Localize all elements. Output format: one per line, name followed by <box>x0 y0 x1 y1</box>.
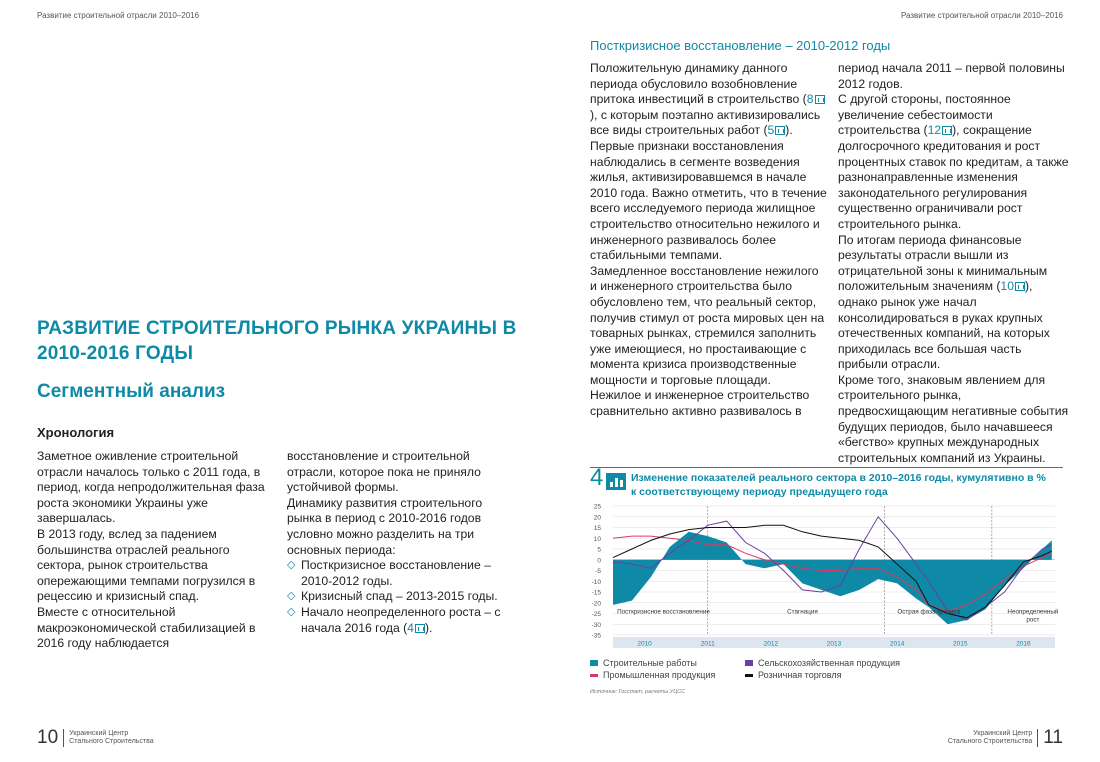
x-tick-label: 2013 <box>826 640 842 648</box>
legend-swatch <box>745 674 753 677</box>
paragraph: Нежилое и инженерное строительство сравнительно активно развивалось в <box>590 388 810 419</box>
figure-ref-link[interactable]: 5 <box>768 123 786 137</box>
diamond-bullet-icon: ◇ <box>287 590 296 603</box>
y-tick-label: 5 <box>597 546 601 554</box>
period-label: Неопределенный <box>1007 608 1059 616</box>
period-label: Стагнация <box>787 608 818 616</box>
chart-ref-icon <box>415 624 425 633</box>
y-tick-label: -15 <box>591 589 601 597</box>
right-text-column-2 <box>838 61 1070 466</box>
figure-ref-link[interactable]: 4 <box>407 621 425 635</box>
chart-ref-icon <box>942 126 952 135</box>
running-header-right: Развитие строительной отрасли 2010–2016 <box>900 11 1063 20</box>
legend-swatch <box>590 674 598 677</box>
figure-number: 4 <box>590 464 604 491</box>
x-tick-label: 2011 <box>700 640 715 648</box>
footer-divider <box>63 729 64 747</box>
paragraph: Замедленное восстановление нежилого и инженерного строительства было обусловлено тем, что реальный сектор, получив стимул от роста мировых цен на товарных рынках, стремился заполнить уже имеющиеся, но простаивающие с момента кризиса производственные мощности и торговые площади. <box>590 263 825 387</box>
footer-divider <box>1037 729 1038 747</box>
figure-ref-link[interactable]: 8 <box>807 92 825 106</box>
paragraph: период начала 2011 – первой половины 2012 годов. <box>838 61 1065 91</box>
figure-ref-link[interactable]: 12 <box>928 123 953 137</box>
x-tick-label: 2010 <box>637 640 652 648</box>
figure-source: Источник: Госстат, расчеты УЦСС <box>590 689 686 695</box>
legend-label: Розничная торговля <box>758 670 842 680</box>
sector-change-chart <box>575 500 1065 655</box>
paragraph: Кроме того, знаковым явлением для строительного рынка, предвосхищающим негативные события будущих периодов, было начавшееся «бегство» крупных международных строительных компаний из Украины. <box>838 372 1069 465</box>
list-item: ◇ Кризисный спад – 2013-2015 годы. <box>287 589 498 604</box>
figure-ref-link[interactable]: 10 <box>1000 279 1025 293</box>
footer-left <box>37 727 154 749</box>
paragraph: восстановление и строительной отрасли, которое пока не приняло устойчивой формы. <box>287 449 481 495</box>
section-subtitle: Сегментный анализ <box>37 381 226 402</box>
periods-list <box>287 558 519 636</box>
legend-item <box>590 670 715 680</box>
y-tick-label: -5 <box>595 568 601 575</box>
x-tick-label: 2014 <box>889 640 905 648</box>
paragraph: Динамику развития строительного рынка в период с 2010-2016 годов условно можно разделить на три основных периода: <box>287 495 483 557</box>
chart-ref-icon <box>775 126 785 135</box>
legend-swatch <box>590 660 598 666</box>
paragraph: Заметное оживление строительной отрасли началось только с 2011 года, в период, когда непродолжительная фаза роста экономики Украины уже завершалась. <box>37 449 265 526</box>
bar-chart-icon <box>606 473 626 490</box>
y-tick-label: 20 <box>593 514 601 522</box>
list-item: ◇ Посткризисное восстановление – 2010-2012 годы. <box>287 558 491 588</box>
section-heading: Посткризисное восстановление – 2010-2012 годы <box>590 38 891 53</box>
chronology-heading: Хронология <box>37 425 115 440</box>
paragraph: С другой стороны, постоянное увеличение себестоимости строительства (12 ), сокращение долгосрочного кредитования и рост процентных ставок по кредитам, а также разнонаправленные изменения законодательного регулирования существенно ограничивали рост строительного рынка. <box>838 92 1069 231</box>
x-tick-label: 2015 <box>953 640 968 648</box>
period-label: Острая фаза кризиса <box>897 608 961 616</box>
paragraph: По итогам периода финансовые результаты отрасли вышли из отрицательной зоны к минимальным положительным значениям (10 ), однако рынок уже начал консолидироваться в руках крупных отечественных компаний, на которых приходилась все большая часть прибыли отрасли. <box>838 232 1050 372</box>
paragraph: Первые признаки восстановления наблюдались в сегменте возведения жилья, активизировавшемся в начале 2010 года. Важно отметить, что в течение всего исследуемого периода жилищное строительство относительно нежилого и инженерного развивалось более стабильными темпами. <box>590 138 827 263</box>
list-item: ◇ Начало неопределенного роста – с начала 2016 года (4 ). <box>287 604 501 635</box>
x-tick-label: 2012 <box>763 640 779 648</box>
diamond-bullet-icon: ◇ <box>287 605 296 618</box>
chart-ref-icon <box>1015 282 1025 291</box>
legend-label: Промышленная продукция <box>603 670 716 680</box>
legend-item <box>745 670 842 680</box>
legend-label: Строительные работы <box>603 658 697 668</box>
y-tick-label: -25 <box>591 611 601 618</box>
footer-right <box>948 727 1063 749</box>
footer-organization: Украинский Центр Стального Строительства <box>69 730 154 745</box>
y-tick-label: -30 <box>591 621 601 629</box>
legend-item <box>745 658 900 668</box>
y-tick-label: -10 <box>591 578 601 586</box>
period-label: рост <box>1026 616 1040 624</box>
footer-organization: Украинский Центр Стального Строительства <box>947 730 1033 745</box>
y-tick-label: 15 <box>593 525 601 532</box>
paragraph: Положительную динамику данного периода обусловило возобновление притока инвестиций в строительство (8), с которым поэтапно активизировались все виды строительных работ (5 ). <box>590 61 828 139</box>
left-text-column-2 <box>287 449 519 636</box>
left-text-column-1 <box>37 449 265 652</box>
paragraph: В 2013 году, вслед за падением большинства отраслей реального сектора, рынок строительства опережающими темпами погрузился в рецессию и кризисный спад. <box>37 526 256 604</box>
paragraph: Вместе с относительной макроэкономической стабилизацией в 2016 году наблюдается <box>37 604 256 651</box>
y-tick-label: -35 <box>591 632 601 640</box>
legend-swatch <box>745 660 753 666</box>
y-tick-label: 10 <box>593 535 601 543</box>
legend-item <box>590 658 697 668</box>
running-header-left: Развитие строительной отрасли 2010–2016 <box>37 11 200 20</box>
x-tick-label: 2016 <box>1016 640 1031 648</box>
figure-title: Изменение показателей реального сектора в 2010–2016 годы, кумулятивно в % к соответствующему периоду предыдущего года <box>631 472 1046 498</box>
chart-ref-icon <box>815 95 825 104</box>
diamond-bullet-icon: ◇ <box>287 559 296 572</box>
y-tick-label: 25 <box>593 503 601 511</box>
right-text-column-1 <box>590 61 828 420</box>
legend-label: Сельскохозяйственная продукция <box>758 658 900 668</box>
page-number: 11 <box>1043 727 1063 748</box>
page-title: РАЗВИТИЕ СТРОИТЕЛЬНОГО РЫНКА УКРАИНЫ В 2010-2016 ГОДЫ <box>37 318 517 364</box>
period-label: Посткризисное восстановление <box>617 608 710 616</box>
y-tick-label: -20 <box>591 600 601 608</box>
figure-rule <box>590 467 1063 468</box>
y-tick-label: 0 <box>597 557 601 565</box>
page-number: 10 <box>37 727 59 748</box>
